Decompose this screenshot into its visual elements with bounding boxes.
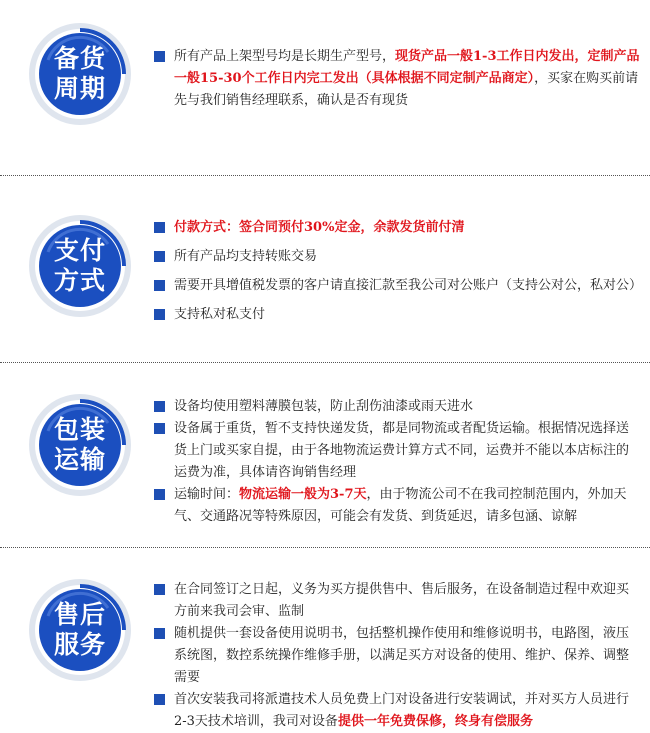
body-text: 支持私对私支付 [174, 307, 266, 322]
square-bullet-icon [154, 251, 165, 262]
bullet-item [154, 304, 640, 326]
badge-stock-period [28, 22, 132, 126]
highlight-text: 付款方式：签合同预付30%定金，余款发货前付清 [174, 220, 465, 235]
square-bullet-icon [154, 694, 165, 705]
badge-label: 支付 方式 [53, 236, 106, 295]
bullet-item [154, 396, 640, 418]
badge-label: 售后 服务 [53, 600, 106, 659]
bullet-list [154, 396, 640, 528]
square-bullet-icon [154, 51, 165, 62]
bullet-item [154, 46, 640, 112]
bullet-item [154, 275, 643, 297]
badge-after-sales [28, 578, 132, 682]
body-text: 在合同签订之日起，义务为买方提供售中、售后服务，在设备制造过程中欢迎买方前来我司会审、监制 [174, 582, 630, 619]
badge-payment-method [28, 214, 132, 318]
highlight-text: 物流运输一般为3-7天 [239, 487, 367, 502]
square-bullet-icon [154, 584, 165, 595]
body-text: ，买家在购买前请先与我们销售经理联系，确认是否有现货 [174, 71, 639, 108]
body-text: 首次安装我司将派遣技术人员免费上门对设备进行安装调试，并对买方人员进行2-3天技术培训，我司对设备 [174, 692, 630, 729]
body-text: 运输时间： [174, 487, 240, 502]
body-text: 设备均使用塑料薄膜包装，防止刮伤油漆或雨天进水 [174, 399, 474, 414]
section-after-sales [0, 548, 650, 730]
badge-packaging-shipping [28, 393, 132, 497]
bullet-list [154, 217, 643, 326]
section-packaging-shipping [0, 363, 650, 547]
badge-label: 备货 周期 [53, 44, 106, 103]
bullet-item [154, 689, 640, 733]
bullet-item [154, 579, 640, 623]
body-text: 需要开具增值税发票的客户请直接汇款至我公司对公账户（支持公对公，私对公） [174, 278, 643, 293]
bullet-list [154, 46, 640, 112]
body-text: 设备属于重货，暂不支持快递发货，都是同物流或者配货运输。根据情况选择送货上门或买家自提，由于各地物流运费计算方式不同，运费并不能以本店标注的运费为准，具体请咨询销售经理 [174, 421, 630, 480]
highlight-text: 现货产品一般1-3工作日内发出，定制产品一般15-30个工作日内完工发出（具体根据不同定制产品商定） [174, 49, 640, 86]
section-stock-period [0, 0, 650, 175]
bullet-item [154, 246, 640, 268]
body-text: 所有产品均支持转账交易 [174, 249, 318, 264]
bullet-item [154, 484, 640, 528]
square-bullet-icon [154, 423, 165, 434]
bullet-item [154, 418, 640, 484]
square-bullet-icon [154, 489, 165, 500]
bullet-list [154, 579, 640, 733]
badge-label: 包装 运输 [53, 415, 106, 474]
square-bullet-icon [154, 628, 165, 639]
bullet-item [154, 623, 640, 689]
square-bullet-icon [154, 280, 165, 291]
bullet-item [154, 217, 640, 239]
square-bullet-icon [154, 401, 165, 412]
square-bullet-icon [154, 309, 165, 320]
section-payment-method [0, 176, 650, 362]
body-text: ，由于物流公司不在我司控制范围内，外加天气、交通路况等特殊原因，可能会有发货、到货延迟，请多包涵、谅解 [174, 487, 627, 524]
square-bullet-icon [154, 222, 165, 233]
highlight-text: 提供一年免费保修，终身有偿服务 [337, 714, 533, 729]
body-text: 所有产品上架型号均是长期生产型号， [174, 49, 396, 64]
body-text: 随机提供一套设备使用说明书，包括整机操作使用和维修说明书，电路图，液压系统图，数控系统操作维修手册，以满足买方对设备的使用、维护、保养、调整需要 [174, 626, 630, 685]
